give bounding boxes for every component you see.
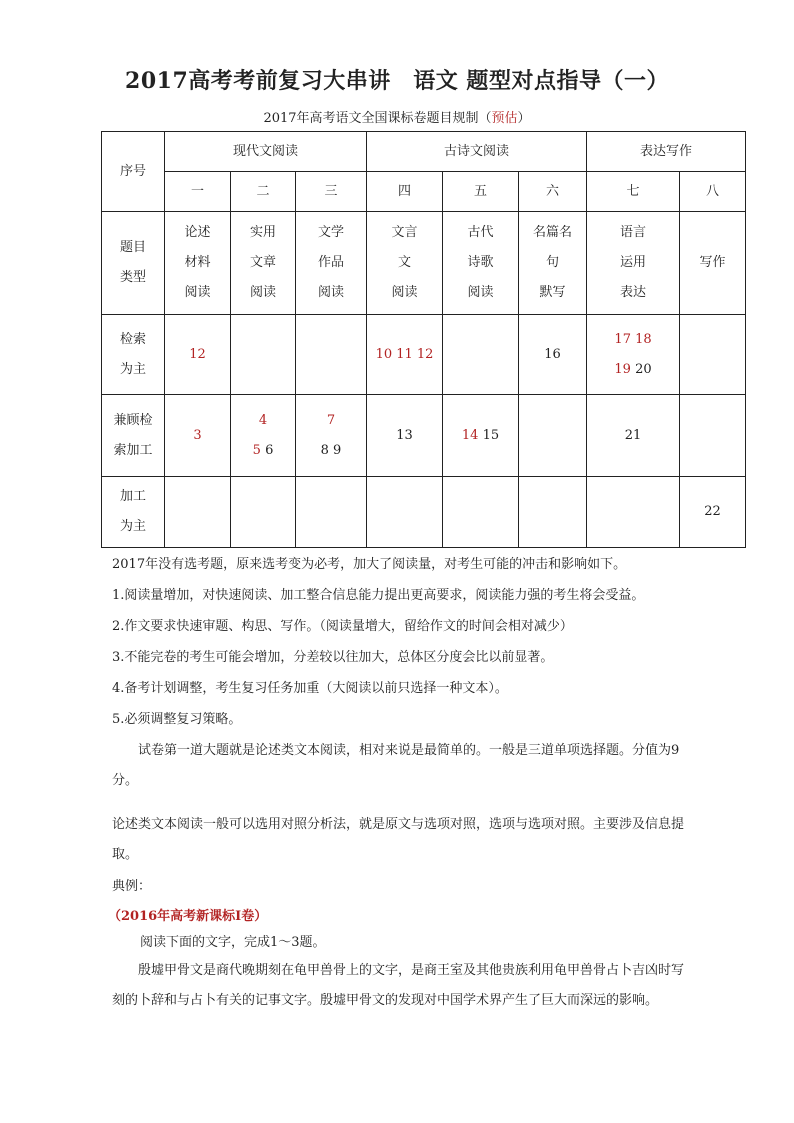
group-modern: 现代文阅读 xyxy=(165,132,367,172)
number-row xyxy=(102,172,746,212)
seq-header: 序号 xyxy=(102,132,165,212)
question-cell xyxy=(231,477,296,548)
type-cell: 语言 运用 表达 xyxy=(587,212,680,315)
number-cell: 五 xyxy=(443,172,519,212)
type-row xyxy=(102,212,746,315)
question-cell: 12 xyxy=(165,315,231,395)
question-cell: 22 xyxy=(680,477,746,548)
question-cell: 17 18 19 20 xyxy=(587,315,680,395)
caption-end: ） xyxy=(517,111,531,126)
table-row-process xyxy=(102,477,746,548)
paragraph: 试卷第一道大题就是论述类文本阅读，相对来说是最简单的。一般是三道单项选择题。分值为9分。 xyxy=(112,743,680,788)
type-cell: 论述 材料 阅读 xyxy=(165,212,231,315)
question-cell: 16 xyxy=(519,315,587,395)
group-classical: 古诗文阅读 xyxy=(367,132,587,172)
type-cell: 实用 文章 阅读 xyxy=(231,212,296,315)
question-cell: 3 xyxy=(165,395,231,477)
question-cell: 7 8 9 xyxy=(296,395,367,477)
row-label: 加工 为主 xyxy=(102,477,165,548)
number-cell: 七 xyxy=(587,172,680,212)
exam-plan-table xyxy=(101,131,746,548)
question-cell xyxy=(231,315,296,395)
number-cell: 一 xyxy=(165,172,231,212)
number-cell: 八 xyxy=(680,172,746,212)
source-citation: （2016年高考新课标Ⅰ卷） xyxy=(108,909,268,924)
question-cell: 4 5 6 xyxy=(231,395,296,477)
number-cell: 二 xyxy=(231,172,296,212)
number-cell: 四 xyxy=(367,172,443,212)
question-cell xyxy=(296,477,367,548)
question-cell xyxy=(367,477,443,548)
question-cell xyxy=(519,477,587,548)
instruction: 阅读下面的文字，完成1～3题。 xyxy=(140,935,326,950)
type-cell: 古代 诗歌 阅读 xyxy=(443,212,519,315)
question-cell xyxy=(296,315,367,395)
type-cell: 写作 xyxy=(680,212,746,315)
row-label: 检索 为主 xyxy=(102,315,165,395)
example-label: 典例： xyxy=(112,879,152,894)
page-title: 2017高考考前复习大串讲 语文 题型对点指导（一） xyxy=(125,68,669,94)
table-row-search xyxy=(102,315,746,395)
question-cell: 13 xyxy=(367,395,443,477)
list-item: 1.阅读量增加，对快速阅读、加工整合信息能力提出更高要求，阅读能力强的考生将会受益。 xyxy=(112,588,645,603)
number-cell: 三 xyxy=(296,172,367,212)
passage: 殷墟甲骨文是商代晚期刻在龟甲兽骨上的文字，是商王室及其他贵族利用龟甲兽骨占卜吉凶时写刻的卜辞和与占卜有关的记事文字。殷墟甲骨文的发现对中国学术界产生了巨大而深远的影响。 xyxy=(112,963,685,1008)
question-cell xyxy=(443,477,519,548)
type-cell: 文学 作品 阅读 xyxy=(296,212,367,315)
question-cell xyxy=(519,395,587,477)
table-caption xyxy=(0,107,794,126)
question-cell xyxy=(587,477,680,548)
question-cell xyxy=(165,477,231,548)
list-item: 5.必须调整复习策略。 xyxy=(112,712,242,727)
question-cell xyxy=(680,395,746,477)
list-item: 4.备考计划调整，考生复习任务加重（大阅读以前只选择一种文本）。 xyxy=(112,681,508,696)
paragraph: 论述类文本阅读一般可以选用对照分析法，就是原文与选项对照，选项与选项对照。主要涉及信息提取。 xyxy=(112,817,685,862)
group-writing: 表达写作 xyxy=(587,132,746,172)
type-cell: 名篇名 句 默写 xyxy=(519,212,587,315)
type-cell: 文言 文 阅读 xyxy=(367,212,443,315)
question-cell: 21 xyxy=(587,395,680,477)
question-cell xyxy=(443,315,519,395)
list-item: 3.不能完卷的考生可能会增加，分差较以往加大，总体区分度会比以前显著。 xyxy=(112,650,554,665)
question-cell: 10 11 12 xyxy=(367,315,443,395)
list-item: 2.作文要求快速审题、构思、写作。（阅读量增大，留给作文的时间会相对减少） xyxy=(112,619,573,634)
question-cell: 14 15 xyxy=(443,395,519,477)
paragraph: 2017年没有选考题，原来选考变为必考，加大了阅读量，对考生可能的冲击和影响如下。 xyxy=(112,557,627,572)
question-cell xyxy=(680,315,746,395)
type-label: 题目 类型 xyxy=(102,212,165,315)
caption-highlight: 预估 xyxy=(491,111,518,126)
row-label: 兼顾检 索加工 xyxy=(102,395,165,477)
group-header-row xyxy=(102,132,746,172)
caption-text: 2017年高考语文全国课标卷题目规制（ xyxy=(263,111,492,126)
number-cell: 六 xyxy=(519,172,587,212)
table-row-mixed xyxy=(102,395,746,477)
